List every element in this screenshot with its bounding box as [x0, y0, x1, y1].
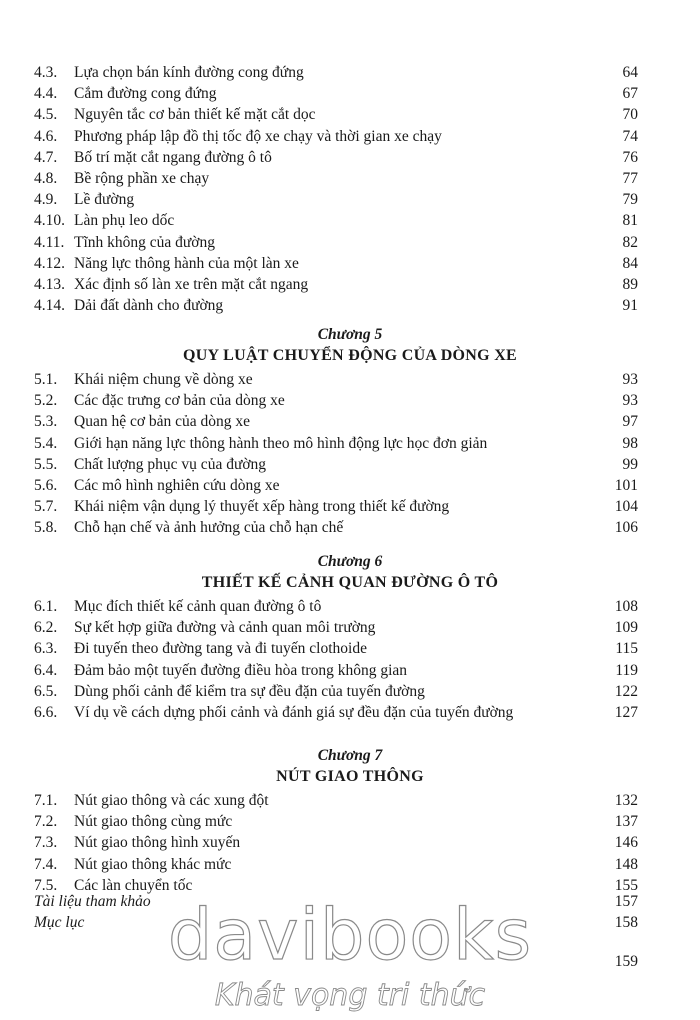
- entry-number: 6.3.: [34, 640, 58, 657]
- entry-title: Khái niệm vận dụng lý thuyết xếp hàng trong thiết kế đường: [74, 498, 450, 515]
- entry-title: Đi tuyến theo đường tang và đi tuyến clothoide: [74, 640, 367, 657]
- entry-number: 6.6.: [34, 704, 58, 721]
- entry-number: 4.8.: [34, 170, 58, 187]
- entry-page: 67: [622, 85, 638, 102]
- toc-entry: [34, 638, 638, 659]
- entry-page: 132: [614, 792, 638, 809]
- chapter-label: Chương 6: [317, 553, 383, 570]
- entry-title: Nút giao thông khác mức: [74, 856, 232, 873]
- entry-page: 97: [622, 413, 638, 430]
- entry-page: 158: [614, 914, 638, 931]
- entry-number: 5.4.: [34, 435, 58, 452]
- entry-title: Bề rộng phần xe chạy: [74, 170, 210, 187]
- toc-entry: [34, 369, 638, 390]
- entry-title: Chỗ hạn chế và ảnh hưởng của chỗ hạn chế: [74, 519, 344, 536]
- entry-number: 4.4.: [34, 85, 58, 102]
- toc-entry: [34, 83, 638, 104]
- entry-page: 77: [622, 170, 638, 187]
- chapter-title: QUY LUẬT CHUYỂN ĐỘNG CỦA DÒNG XE: [182, 347, 518, 364]
- chapter-title: THIẾT KẾ CẢNH QUAN ĐƯỜNG Ô TÔ: [201, 574, 499, 591]
- entry-page: 127: [614, 704, 638, 721]
- entry-number: 4.5.: [34, 106, 58, 123]
- toc-entry: [34, 832, 638, 853]
- entry-number: 5.3.: [34, 413, 58, 430]
- entry-title: Các mô hình nghiên cứu dòng xe: [74, 477, 280, 494]
- entry-page: 93: [622, 371, 638, 388]
- entry-title: Lựa chọn bán kính đường cong đứng: [74, 64, 304, 81]
- toc-entry: [34, 232, 638, 253]
- entry-number: 4.3.: [34, 64, 58, 81]
- entry-page: 108: [614, 598, 638, 615]
- toc-entry: [34, 811, 638, 832]
- toc-entry: [34, 433, 638, 454]
- entry-title: Các đặc trưng cơ bản của dòng xe: [74, 392, 285, 409]
- watermark-brand-logo: davibooks: [167, 894, 533, 976]
- entry-number: 6.2.: [34, 619, 58, 636]
- entry-page: 91: [622, 297, 638, 314]
- entry-title: Nút giao thông và các xung đột: [74, 792, 269, 809]
- entry-title: Lề đường: [74, 191, 135, 208]
- toc-entry: [34, 390, 638, 411]
- toc-entry: [34, 126, 638, 147]
- toc-entry: [34, 596, 638, 617]
- toc-entry: [34, 475, 638, 496]
- entry-page: 122: [614, 683, 638, 700]
- page-number-text: 159: [614, 953, 638, 970]
- toc-entry: [34, 189, 638, 210]
- entry-page: 148: [614, 856, 638, 873]
- toc-entry: [34, 617, 638, 638]
- entry-number: 4.14.: [34, 297, 65, 314]
- entry-page: 137: [614, 813, 638, 830]
- entry-page: 79: [622, 191, 638, 208]
- entry-page: 76: [622, 149, 638, 166]
- toc-entry: [34, 454, 638, 475]
- entry-page: 115: [615, 640, 638, 657]
- toc-entry: [34, 62, 638, 83]
- entry-number: 5.6.: [34, 477, 58, 494]
- entry-page: 82: [622, 234, 638, 251]
- toc-entry: [34, 168, 638, 189]
- entry-number: 4.13.: [34, 276, 65, 293]
- toc-entry: [34, 496, 638, 517]
- entry-number: 5.8.: [34, 519, 58, 536]
- entry-number: 6.5.: [34, 683, 58, 700]
- watermark-slogan: Khát vọng tri thức: [214, 978, 486, 1013]
- entry-title: Giới hạn năng lực thông hành theo mô hình động lực học đơn giản: [74, 435, 488, 452]
- entry-number: 6.1.: [34, 598, 58, 615]
- entry-title: Dải đất dành cho đường: [74, 297, 224, 314]
- entry-page: 98: [622, 435, 638, 452]
- chapter-title: NÚT GIAO THÔNG: [276, 768, 424, 785]
- toc-entry: [34, 854, 638, 875]
- entry-page: 93: [622, 392, 638, 409]
- entry-title: Mục lục: [34, 914, 85, 931]
- entry-page: 101: [614, 477, 638, 494]
- toc-entry: [34, 411, 638, 432]
- entry-title: Chất lượng phục vụ của đường: [74, 456, 267, 473]
- entry-page: 74: [622, 128, 638, 145]
- entry-number: 7.4.: [34, 856, 58, 873]
- toc-entry: [34, 147, 638, 168]
- chapter-label: Chương 5: [317, 326, 383, 343]
- entry-title: Bố trí mặt cắt ngang đường ô tô: [74, 149, 272, 166]
- entry-title: Mục đích thiết kế cảnh quan đường ô tô: [74, 598, 322, 615]
- entry-page: 155: [614, 877, 638, 894]
- toc-entry: [34, 517, 638, 538]
- entry-page: 81: [622, 212, 638, 229]
- toc-entry: [34, 660, 638, 681]
- toc-entry: [34, 253, 638, 274]
- entry-title: Dùng phối cảnh để kiểm tra sự đều đặn của tuyến đường: [74, 683, 425, 700]
- entry-number: 4.12.: [34, 255, 65, 272]
- entry-page: 84: [622, 255, 638, 272]
- entry-number: 4.10.: [34, 212, 65, 229]
- entry-page: 89: [622, 276, 638, 293]
- entry-page: 157: [614, 893, 638, 910]
- entry-title: Phương pháp lập đồ thị tốc độ xe chạy và thời gian xe chạy: [74, 128, 442, 145]
- entry-page: 109: [614, 619, 638, 636]
- entry-title: Quan hệ cơ bản của dòng xe: [74, 413, 251, 430]
- entry-number: 4.9.: [34, 191, 58, 208]
- entry-title: Cắm đường cong đứng: [74, 85, 217, 102]
- toc-entry: [34, 702, 638, 723]
- entry-number: 5.1.: [34, 371, 58, 388]
- entry-page: 146: [614, 834, 638, 851]
- entry-page: 119: [615, 662, 638, 679]
- entry-title: Đảm bảo một tuyến đường điều hòa trong không gian: [74, 662, 408, 679]
- entry-title: Làn phụ leo dốc: [74, 212, 175, 229]
- toc-entry: [34, 681, 638, 702]
- entry-title: Sự kết hợp giữa đường và cảnh quan môi trường: [74, 619, 376, 636]
- entry-title: Nguyên tắc cơ bản thiết kế mặt cắt dọc: [74, 106, 316, 123]
- entry-number: 7.2.: [34, 813, 58, 830]
- entry-title: Nút giao thông hình xuyến: [74, 834, 241, 851]
- entry-number: 4.7.: [34, 149, 58, 166]
- entry-title: Xác định số làn xe trên mặt cắt ngang: [74, 276, 309, 293]
- entry-page: 106: [614, 519, 638, 536]
- entry-page: 99: [622, 456, 638, 473]
- toc-entry: [34, 790, 638, 811]
- toc-entry: [34, 295, 638, 316]
- entry-title: Tài liệu tham khảo: [34, 893, 151, 910]
- toc-entry: [34, 210, 638, 231]
- entry-number: 6.4.: [34, 662, 58, 679]
- chapter-label: Chương 7: [317, 747, 383, 764]
- entry-number: 4.6.: [34, 128, 58, 145]
- entry-number: 4.11.: [34, 234, 65, 251]
- entry-title: Năng lực thông hành của một làn xe: [74, 255, 299, 272]
- toc-entry: [34, 104, 638, 125]
- toc-entry: [34, 274, 638, 295]
- entry-number: 7.3.: [34, 834, 58, 851]
- entry-title: Khái niệm chung về dòng xe: [74, 371, 253, 388]
- entry-title: Các làn chuyển tốc: [74, 877, 193, 894]
- entry-number: 7.1.: [34, 792, 58, 809]
- entry-title: Nút giao thông cùng mức: [74, 813, 233, 830]
- entry-title: Ví dụ về cách dựng phối cảnh và đánh giá sự đều đặn của tuyến đường: [74, 704, 514, 721]
- entry-number: 5.2.: [34, 392, 58, 409]
- entry-number: 5.7.: [34, 498, 58, 515]
- entry-number: 7.5.: [34, 877, 58, 894]
- entry-number: 5.5.: [34, 456, 58, 473]
- entry-page: 64: [622, 64, 638, 81]
- entry-page: 70: [622, 106, 638, 123]
- entry-page: 104: [614, 498, 638, 515]
- entry-title: Tĩnh không của đường: [74, 234, 216, 251]
